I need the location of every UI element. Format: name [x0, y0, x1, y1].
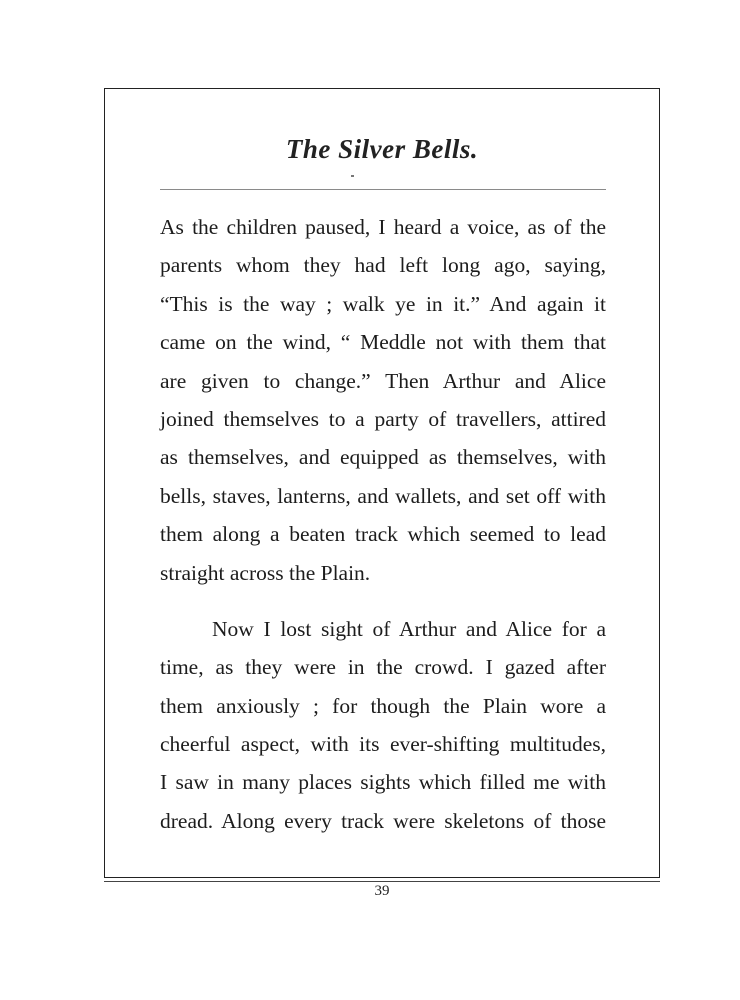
- body-text: [160, 208, 606, 840]
- text-line: are given to change.” Then Arthur and Alice: [160, 368, 606, 393]
- text-line: as themselves, and equipped as themselves, with: [160, 445, 606, 470]
- text-line: them along a beaten track which seemed to lead: [160, 522, 606, 547]
- text-line: I saw in many places sights which filled me with: [160, 770, 606, 795]
- text-line: time, as they were in the crowd. I gazed after: [160, 655, 606, 680]
- bottom-rule: [104, 881, 660, 882]
- text-line: them anxiously ; for though the Plain wore a: [160, 693, 606, 718]
- text-line: Now I lost sight of Arthur and Alice for a: [212, 616, 606, 641]
- running-head: The Silver Bells.: [285, 134, 479, 164]
- text-line: joined themselves to a party of travellers, attired: [160, 406, 606, 431]
- text-line: dread. Along every track were skeletons of those: [160, 808, 606, 833]
- text-line: cheerful aspect, with its ever-shifting multitudes,: [160, 732, 606, 757]
- paragraph: [160, 610, 606, 840]
- header-rule: [160, 189, 606, 190]
- ink-speck: [351, 175, 354, 177]
- page-number: 39: [374, 883, 390, 899]
- text-line: “This is the way ; walk ye in it.” And again it: [160, 291, 606, 316]
- text-line: straight across the Plain.: [160, 560, 371, 585]
- text-line: parents whom they had left long ago, saying,: [160, 253, 606, 278]
- paragraph: [160, 208, 606, 592]
- text-line: bells, staves, lanterns, and wallets, and set off with: [160, 483, 606, 508]
- text-line: came on the wind, “ Meddle not with them that: [160, 330, 606, 355]
- text-line: As the children paused, I heard a voice, as of the: [160, 215, 606, 239]
